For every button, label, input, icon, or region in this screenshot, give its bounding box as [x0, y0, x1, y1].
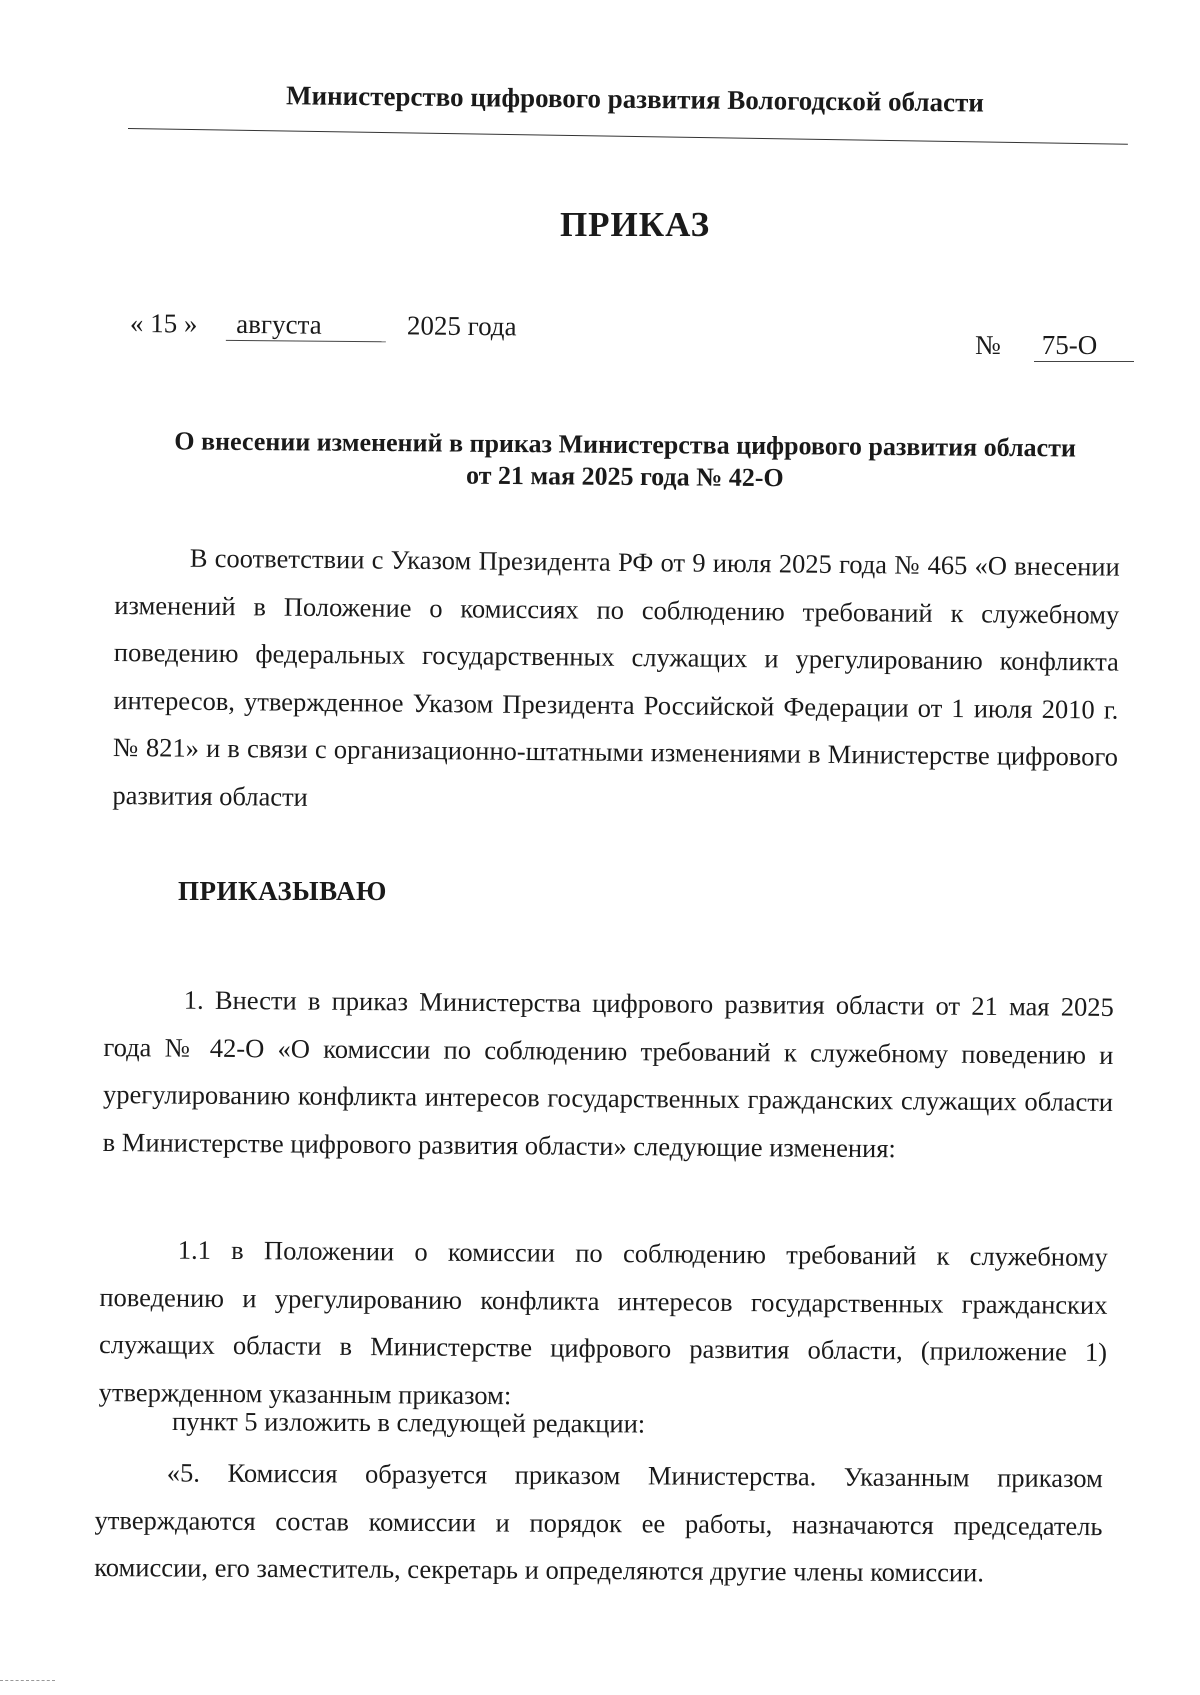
ministry-name: Министерство цифрового развития Вологодской области — [285, 80, 985, 118]
date-month: августа — [226, 309, 386, 342]
point-5-intro: пункт 5 изложить в следующей редакции: — [171, 1406, 646, 1439]
order-number — [975, 330, 1134, 362]
header-divider — [128, 128, 1128, 145]
number-value: 75-О — [1034, 330, 1134, 362]
number-sign: № — [975, 330, 1001, 360]
order-date — [130, 308, 517, 343]
item-1-paragraph: 1. Внести в приказ Министерства цифрового развития области от 21 мая 2025 года № 42-О «О комиссии по соблюдению требований к служебному поведению и урегулированию конфликта интересов государственных гражданских служащих области в Министерстве цифрового развития области» следующие изменения: — [102, 984, 1114, 1163]
order-subject — [125, 425, 1125, 497]
subject-line-1: О внесении изменений в приказ Министерства цифрового развития области — [174, 426, 1077, 463]
date-day: « 15 » — [129, 308, 198, 339]
document-title: ПРИКАЗ — [559, 205, 711, 244]
point-5-text: «5. Комиссия образуется приказом Министерства. Указанным приказом утверждаются состав комиссии и порядок ее работы, назначаются председатель комиссии, его заместитель, секретарь и определяются другие члены комиссии. — [94, 1457, 1103, 1588]
subject-line-2: от 21 мая 2025 года № 42-О — [465, 460, 784, 493]
order-word: ПРИКАЗЫВАЮ — [178, 876, 387, 906]
preamble-paragraph: В соответствии с Указом Президента РФ от 9 июля 2025 года № 465 «О внесении изменений в Положение о комиссиях по соблюдению требований к служебному поведению федеральных государственных служащих и урегулированию конфликта интересов, утвержденное Указом Президента Российской Федерации от 1 июля 2010 г. № 821» и в связи с организационно-штатными изменениями в Министерстве цифрового развития области — [112, 542, 1120, 812]
date-year: 2025 года — [406, 310, 517, 342]
item-1-1-paragraph: 1.1 в Положении о комиссии по соблюдению требований к служебному поведению и урегулированию конфликта интересов государственных гражданских служащих области в Министерстве цифрового развития области, (приложение 1) утвержденном указанным приказом: — [98, 1234, 1108, 1410]
scan-artifact — [0, 1680, 55, 1681]
